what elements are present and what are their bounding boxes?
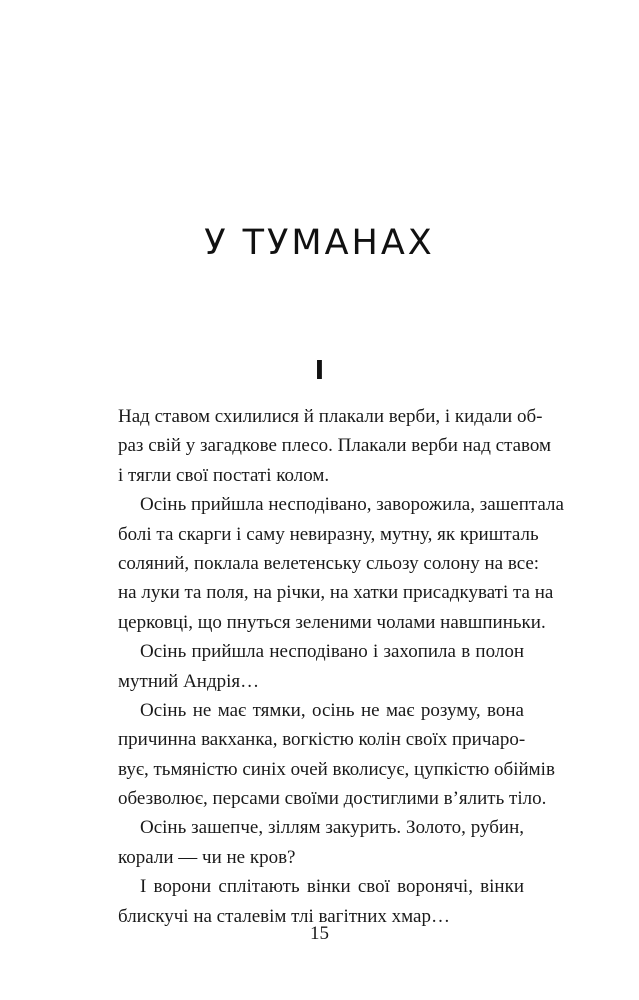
text-line: Над ставом схилилися й плакали верби, і кидали об- bbox=[118, 406, 543, 427]
text-line: раз свій у загадкове плесо. Плакали верби над ставом bbox=[118, 435, 552, 457]
text-line: Осінь прийшла несподівано, заворожила, зашептала bbox=[140, 494, 564, 516]
body-text bbox=[118, 402, 564, 931]
text-line: соляний, поклала велетенську сльозу солону на все: bbox=[118, 552, 540, 574]
text-line: і тягли свої постаті колом. bbox=[118, 464, 330, 486]
text-line: обезволює, персами своїми достиглими в’ялить тіло. bbox=[118, 788, 547, 810]
text-line: корали — чи не кров? bbox=[118, 846, 296, 868]
text-line: болі та скарги і саму невиразну, мутну, як кришталь bbox=[118, 523, 539, 545]
page-number: 15 bbox=[310, 923, 329, 944]
section-number: І bbox=[314, 356, 325, 386]
text-line: Осінь не має тямки, осінь не має розуму, вона bbox=[140, 699, 524, 721]
chapter-title: У ТУМАНАХ bbox=[204, 223, 435, 263]
text-line: Осінь прийшла несподівано і захопила в полон bbox=[140, 641, 524, 663]
text-line: на луки та поля, на річки, на хатки присадкуваті та на bbox=[118, 582, 554, 604]
text-line: блискучі на сталевім тлі вагітних хмар… bbox=[118, 905, 450, 927]
text-line: мутний Андрія… bbox=[118, 670, 260, 692]
text-line: церковці, що пнуться зеленими чолами навшпиньки. bbox=[118, 611, 546, 633]
text-line: причинна вакханка, вогкістю колін своїх причаро- bbox=[118, 729, 526, 751]
text-line: вує, тьмяністю синіх очей вколисує, цупкістю обіймів bbox=[118, 758, 555, 780]
text-line: Осінь зашепче, зіллям закурить. Золото, рубин, bbox=[140, 817, 524, 839]
text-line: І ворони сплітають вінки свої воронячі, вінки bbox=[140, 876, 524, 898]
